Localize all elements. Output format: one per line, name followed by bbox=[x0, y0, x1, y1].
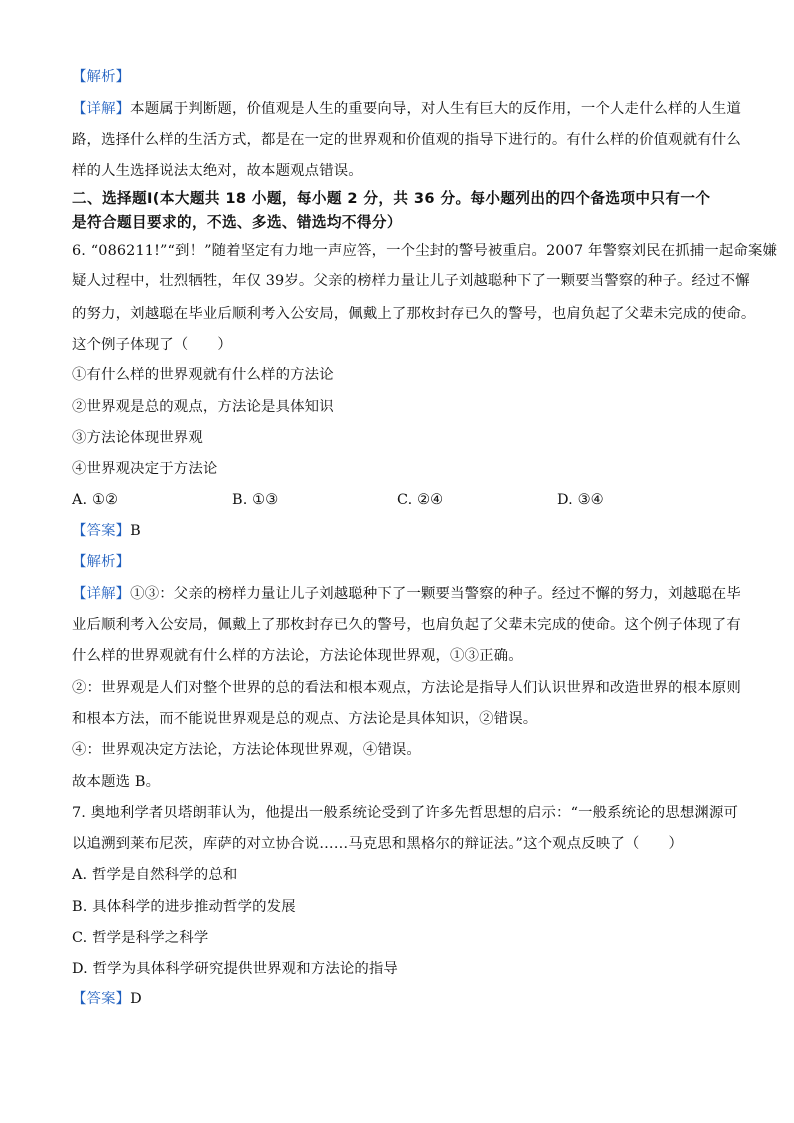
option-a[interactable]: A. ①② bbox=[72, 492, 119, 508]
statement-item: ①有什么样的世界观就有什么样的方法论 bbox=[72, 367, 334, 383]
detail-line: 样的人生选择说法太绝对，故本题观点错误。 bbox=[72, 163, 363, 179]
detail-line: 路，选择什么样的生活方式，都是在一定的世界观和价值观的指导下进行的。有什么样的价值观就有什么 bbox=[72, 132, 741, 148]
answer-label: 【答案】 bbox=[72, 991, 131, 1007]
detail-line: 【详解】本题属于判断题，价值观是人生的重要向导，对人生有巨大的反作用，一个人走什么样的人生道 bbox=[72, 101, 741, 117]
question-stem: 6. “086211!”“到！”随着坚定有力地一声应答，一个尘封的警号被重启。2007 年警察刘民在抓捕一起命案嫌 bbox=[72, 243, 778, 259]
question-stem: 这个例子体现了（ ） bbox=[72, 337, 232, 353]
answer-label: 【答案】 bbox=[72, 523, 131, 539]
statement-item: ②世界观是总的观点，方法论是具体知识 bbox=[72, 399, 334, 415]
question-stem: 7. 奥地利学者贝塔朗菲认为，他提出一般系统论受到了许多先哲思想的启示：“一般系统论的思想渊源可 bbox=[72, 805, 739, 821]
option-b[interactable]: B. ①③ bbox=[232, 492, 279, 508]
question-stem: 的努力，刘越聪在毕业后顺利考入公安局，佩戴上了那枚封存已久的警号，也肩负起了父辈未完成的使命。 bbox=[72, 306, 756, 322]
section-heading: 二、选择题Ⅰ(本大题共 18 小题，每小题 2 分，共 36 分。每小题列出的四个备选项中只有一个 bbox=[72, 190, 711, 207]
question-stem: 以追溯到莱布尼茨，库萨的对立协合说……马克思和黑格尔的辩证法。”这个观点反映了（ ） bbox=[72, 836, 684, 852]
conclusion-line: 故本题选 B。 bbox=[72, 774, 161, 790]
answer-line bbox=[72, 522, 141, 540]
option-c[interactable]: C. 哲学是科学之科学 bbox=[72, 930, 209, 946]
analysis-label: 【解析】 bbox=[72, 69, 131, 85]
statement-item: ④世界观决定于方法论 bbox=[72, 461, 218, 477]
detail-line: 和根本方法，而不能说世界观是总的观点、方法论是具体知识，②错误。 bbox=[72, 711, 538, 727]
detail-line: ④：世界观决定方法论，方法论体现世界观，④错误。 bbox=[72, 742, 421, 758]
answer-value: D bbox=[130, 991, 142, 1007]
option-c[interactable]: C. ②④ bbox=[397, 492, 444, 508]
option-d[interactable]: D. ③④ bbox=[557, 492, 604, 508]
section-heading: 是符合题目要求的，不选、多选、错选均不得分） bbox=[72, 214, 402, 231]
detail-line: ②：世界观是人们对整个世界的总的看法和根本观点，方法论是指导人们认识世界和改造世界的根本原则 bbox=[72, 680, 741, 696]
analysis-label: 【解析】 bbox=[72, 554, 131, 570]
answer-line bbox=[72, 990, 142, 1008]
question-stem: 疑人过程中，壮烈牺牲，年仅 39岁。父亲的榜样力量让儿子刘越聪种下了一颗要当警察的种子。经过不懈 bbox=[72, 273, 750, 289]
option-a[interactable]: A. 哲学是自然科学的总和 bbox=[72, 867, 238, 883]
answer-value: B bbox=[130, 523, 141, 539]
statement-item: ③方法论体现世界观 bbox=[72, 430, 203, 446]
detail-line: 什么样的世界观就有什么样的方法论，方法论体现世界观，①③正确。 bbox=[72, 648, 523, 664]
detail-label: 【详解】 bbox=[72, 586, 131, 602]
detail-line: 【详解】①③：父亲的榜样力量让儿子刘越聪种下了一颗要当警察的种子。经过不懈的努力，刘越聪在毕 bbox=[72, 586, 741, 602]
detail-line: 业后顺利考入公安局，佩戴上了那枚封存已久的警号，也肩负起了父辈未完成的使命。这个例子体现了有 bbox=[72, 617, 741, 633]
option-b[interactable]: B. 具体科学的进步推动哲学的发展 bbox=[72, 899, 296, 915]
option-d[interactable]: D. 哲学为具体科学研究提供世界观和方法论的指导 bbox=[72, 961, 398, 977]
detail-label: 【详解】 bbox=[72, 101, 131, 117]
